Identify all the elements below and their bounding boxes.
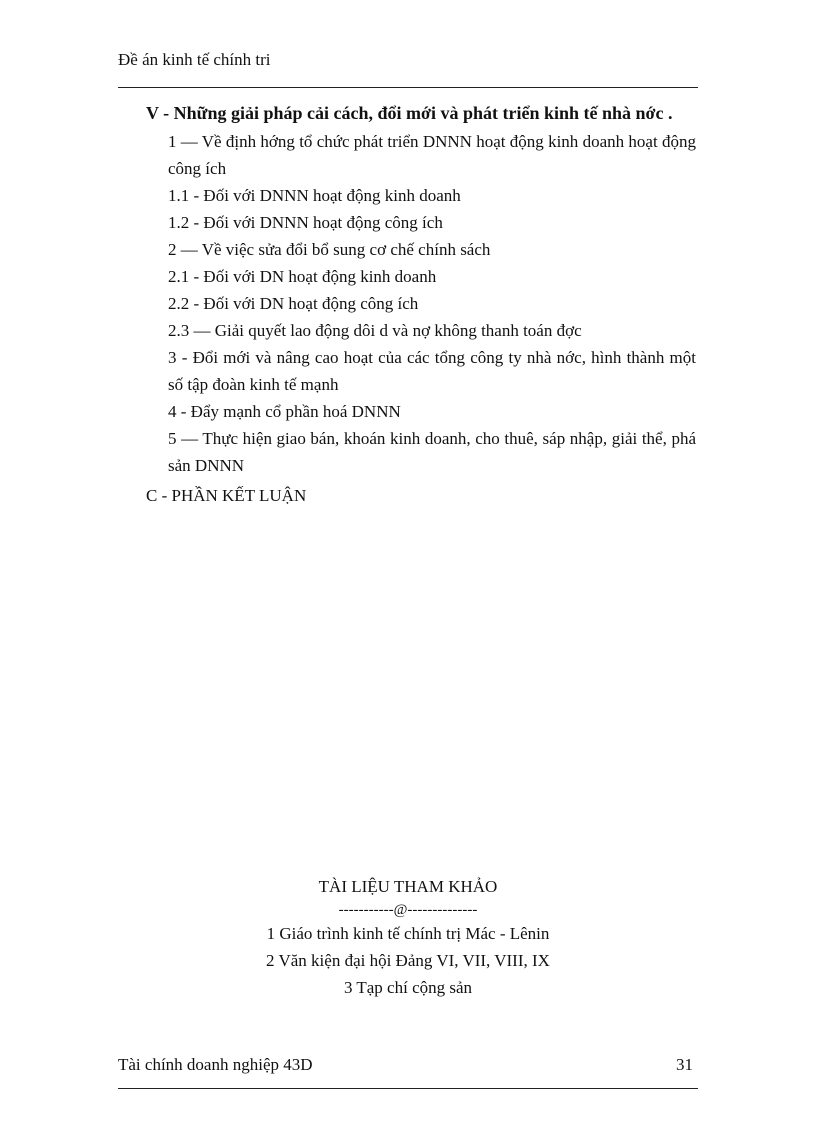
page-header: Đề án kinh tế chính tri — [118, 50, 271, 69]
toc-item: 3 - Đổi mới và nâng cao hoạt của các tổng công ty nhà nớc, hình thành một số tập đoàn kinh tế mạnh — [168, 348, 696, 394]
footer-label: Tài chính doanh nghiệp 43D — [118, 1055, 313, 1074]
references-title: TÀI LIỆU THAM KHẢO — [318, 877, 498, 896]
toc-item: 5 — Thực hiện giao bán, khoán kinh doanh, cho thuê, sáp nhập, giải thể, phá sản DNNN — [168, 429, 696, 475]
references-block — [0, 874, 816, 1001]
references-separator: -----------@-------------- — [338, 902, 478, 918]
toc-item: 1 — Về định hớng tổ chức phát triển DNNN hoạt động kinh doanh hoạt động công ích — [168, 132, 696, 178]
footer-divider — [118, 1088, 698, 1089]
toc-item: 2.2 - Đối với DN hoạt động công ích — [168, 294, 419, 313]
part-c-heading: C - PHẦN KẾT LUẬN — [146, 486, 307, 505]
toc-item: 1.2 - Đối với DNNN hoạt động công ích — [168, 213, 443, 232]
toc-item: 2.3 — Giải quyết lao động dôi d và nợ không thanh toán đợc — [168, 321, 582, 340]
reference-item: 2 Văn kiện đại hội Đảng VI, VII, VIII, IX — [266, 951, 550, 970]
toc-item: 2.1 - Đối với DN hoạt động kinh doanh — [168, 267, 437, 286]
header-divider — [118, 87, 698, 88]
reference-item: 3 Tạp chí cộng sản — [343, 978, 473, 997]
reference-item: 1 Giáo trình kinh tế chính trị Mác - Lênin — [266, 924, 550, 943]
toc-item: 1.1 - Đối với DNNN hoạt động kinh doanh — [168, 186, 461, 205]
toc-item: 2 — Về việc sửa đổi bổ sung cơ chế chính sách — [168, 240, 491, 259]
section-title: V - Những giải pháp cải cách, đổi mới và phát triển kinh tế nhà nớc . — [146, 103, 673, 123]
toc-item: 4 - Đẩy mạnh cổ phần hoá DNNN — [168, 402, 401, 421]
page-number: 31 — [676, 1055, 693, 1074]
toc-list — [168, 128, 696, 479]
